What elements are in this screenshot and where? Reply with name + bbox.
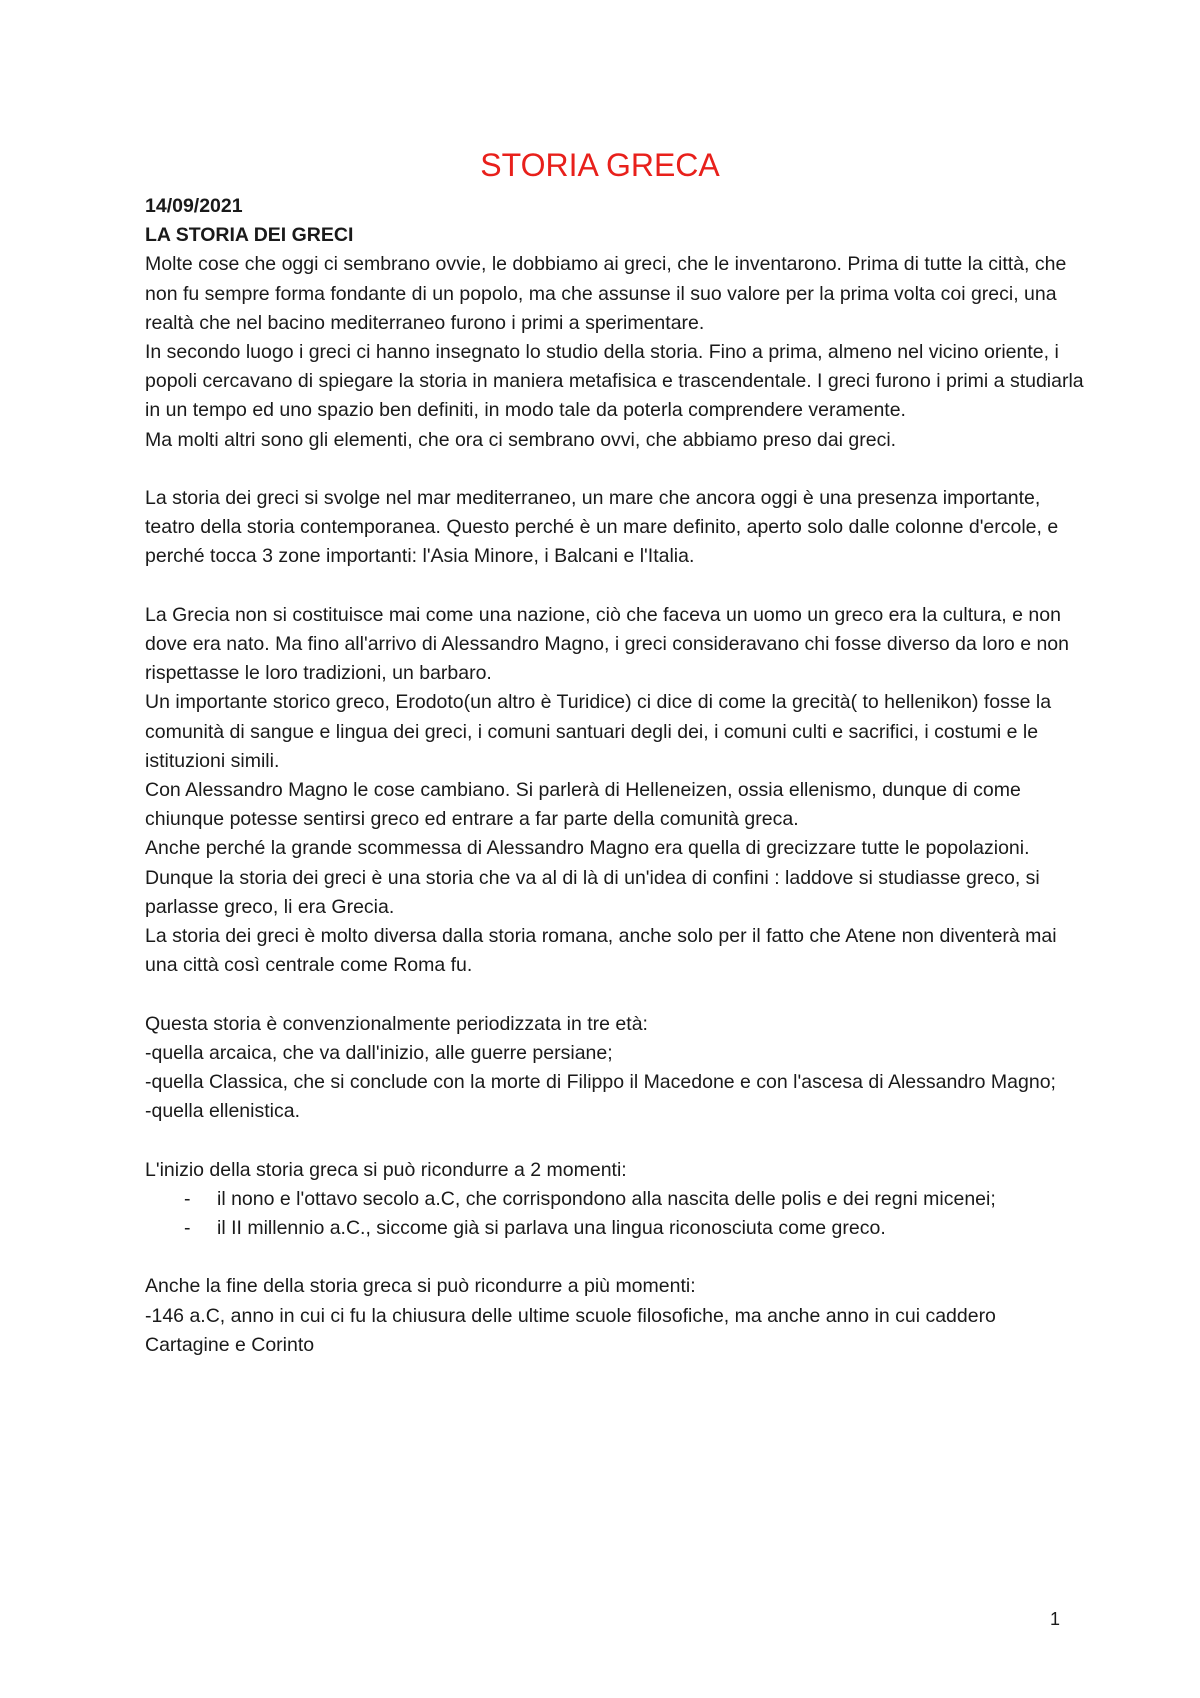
paragraph: Un importante storico greco, Erodoto(un altro è Turidice) ci dice di come la grecità( to hellenikon) fosse la comunità di sangue e lingua dei greci, i comuni santuari degli dei, i comuni culti e sacrifici, i costumi e le istituzioni simili.	[145, 691, 1052, 772]
paragraph: L'inizio della storia greca si può ricondurre a 2 momenti:	[145, 1158, 627, 1181]
paragraph: La storia dei greci si svolge nel mar mediterraneo, un mare che ancora oggi è una presenza importante, teatro della storia contemporanea. Questo perché è un mare definito, aperto solo dalle colonne d'ercole, e perché tocca 3 zone importanti: l'Asia Minore, i Balcani e l'Italia.	[145, 487, 1059, 568]
paragraph-spacer	[145, 1126, 1085, 1155]
paragraph-spacer	[145, 455, 1085, 484]
list-item	[145, 1185, 1085, 1214]
paragraph-spacer	[145, 1243, 1085, 1272]
document-body	[145, 192, 1085, 1360]
paragraph: Con Alessandro Magno le cose cambiano. Si parlerà di Helleneizen, ossia ellenismo, dunque di come chiunque potesse sentirsi greco ed entrare a far parte della comunità greca.	[145, 779, 1021, 831]
paragraph: Dunque la storia dei greci è una storia che va al di là di un'idea di confini : laddove si studiasse greco, si parlasse greco, li era Grecia.	[145, 866, 1040, 918]
paragraph: In secondo luogo i greci ci hanno insegnato lo studio della storia. Fino a prima, almeno nel vicino oriente, i popoli cercavano di spiegare la storia in maniera metafisica e trascendentale. I greci furono i primi a studiarla in un tempo ed uno spazio ben definiti, in modo tale da poterla comprendere veramente.	[145, 341, 1084, 422]
paragraph: -146 a.C, anno in cui ci fu la chiusura delle ultime scuole filosofiche, ma anche anno in cui caddero Cartagine e Corinto	[145, 1304, 996, 1356]
list-item-text: il II millennio a.C., siccome già si parlava una lingua riconosciuta come greco.	[217, 1217, 886, 1240]
page-number: 1	[1049, 1609, 1060, 1629]
paragraph: La Grecia non si costituisce mai come una nazione, ciò che faceva un uomo un greco era la cultura, e non dove era nato. Ma fino all'arrivo di Alessandro Magno, i greci consideravano chi fosse diverso da loro e non rispettasse le loro tradizioni, un barbaro.	[145, 603, 1069, 685]
paragraph: Molte cose che oggi ci sembrano ovvie, le dobbiamo ai greci, che le inventarono. Prima di tutte la città, che non fu sempre forma fondante di un popolo, ma che assunse il suo valore per la prima volta coi greci, una realtà che nel bacino mediterraneo furono i primi a sperimentare.	[145, 253, 1067, 334]
paragraph-spacer	[145, 572, 1085, 601]
paragraph: -quella ellenistica.	[145, 1100, 301, 1123]
paragraph: Questa storia è convenzionalmente periodizzata in tre età:	[145, 1012, 648, 1035]
list-dash: -	[184, 1217, 191, 1240]
document-title: STORIA GRECA	[480, 147, 720, 183]
paragraph: Anche perché la grande scommessa di Alessandro Magno era quella di grecizzare tutte le popolazioni.	[145, 837, 1030, 860]
paragraph: Anche la fine della storia greca si può ricondurre a più momenti:	[145, 1275, 696, 1298]
section-heading: LA STORIA DEI GRECI	[145, 224, 354, 247]
paragraph: -quella arcaica, che va dall'inizio, alle guerre persiane;	[145, 1041, 613, 1064]
list-item-text: il nono e l'ottavo secolo a.C, che corrispondono alla nascita delle polis e dei regni micenei;	[217, 1187, 996, 1210]
paragraph: La storia dei greci è molto diversa dalla storia romana, anche solo per il fatto che Atene non diventerà mai una città così centrale come Roma fu.	[145, 925, 1057, 977]
lecture-date: 14/09/2021	[145, 195, 243, 217]
beginning-list	[145, 1185, 1085, 1243]
list-item	[145, 1214, 1085, 1243]
paragraph-spacer	[145, 980, 1085, 1009]
list-dash: -	[184, 1187, 191, 1210]
paragraph: Ma molti altri sono gli elementi, che ora ci sembrano ovvi, che abbiamo preso dai greci.	[145, 428, 897, 451]
paragraph: -quella Classica, che si conclude con la morte di Filippo il Macedone e con l'ascesa di Alessandro Magno;	[145, 1071, 1056, 1094]
